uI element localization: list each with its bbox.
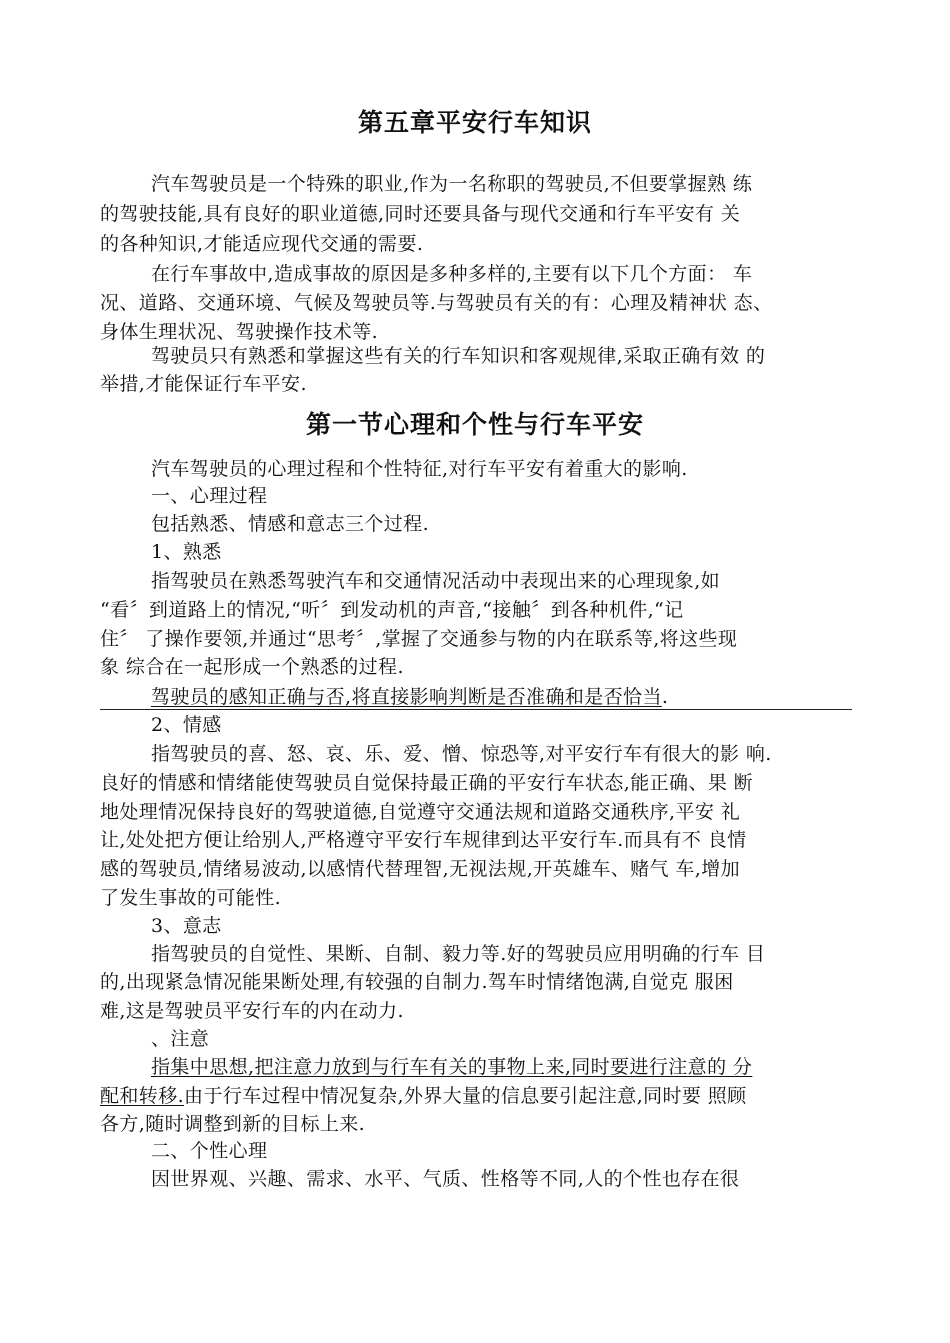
intro-line: 况、道路、交通环境、气候及驾驶员等.与驾驶员有关的有：心理及精神状 态、 — [100, 292, 773, 314]
body-line: 各方,随时调整到新的目标上来. — [100, 1113, 366, 1135]
body-line: 指驾驶员的喜、怒、哀、乐、爱、憎、惊恐等,对平安行车有很大的影 响. — [151, 743, 772, 765]
intro-line: 的各种知识,才能适应现代交通的需要. — [100, 233, 424, 255]
body-line: 了发生事故的可能性. — [100, 887, 282, 909]
body-line: 良好的情感和情绪能使驾驶员自觉保持最正确的平安行车状态,能正确、果 断 — [100, 772, 754, 794]
subheading: 一、心理过程 — [151, 485, 268, 507]
body-line: 指驾驶员的自觉性、果断、自制、毅力等.好的驾驶员应用明确的行车 目 — [151, 943, 766, 965]
body-line — [151, 1053, 852, 1081]
section-title: 第一节心理和个性与行车平安 — [305, 410, 644, 439]
body-line: 因世界观、兴趣、需求、水平、气质、性格等不同,人的个性也存在很 — [151, 1168, 740, 1190]
body-line: 指驾驶员在熟悉驾驶汽车和交通情况活动中表现出来的心理现象,如 — [151, 570, 721, 592]
body-line: 象 综合在一起形成一个熟悉的过程. — [100, 656, 404, 678]
horizontal-rule — [100, 709, 852, 710]
intro-line: 身体生理状况、驾驶操作技术等. — [100, 321, 379, 343]
intro-line: 的驾驶技能,具有良好的职业道德,同时还要具备与现代交通和行车平安有 关 — [100, 203, 741, 225]
body-line: 驾驶员的感知正确与否,将直接影响判断是否准确和是否恰当. — [151, 686, 669, 708]
body-line: “看〞到道路上的情况,“听〞到发动机的声音,“接触〞到各种机件,“记 — [100, 599, 684, 621]
body-line: 汽车驾驶员的心理过程和个性特征,对行车平安有着重大的影响. — [151, 458, 688, 480]
chapter-title: 第五章平安行车知识 — [357, 108, 592, 137]
underlined-text: 配和转移. — [100, 1085, 185, 1107]
body-line: 住〞 了操作要领,并通过“思考〞,掌握了交通参与物的内在联系等,将这些现 — [100, 628, 738, 650]
intro-line: 在行车事故中,造成事故的原因是多种多样的,主要有以下几个方面： 车 — [151, 263, 753, 285]
body-line: 配和转移.由于行车过程中情况复杂,外界大量的信息要引起注意,同时要 照顾 — [100, 1085, 747, 1107]
subheading: 3、意志 — [151, 915, 222, 937]
body-line: 地处理情况保持良好的驾驶道德,自觉遵守交通法规和道路交通秩序,平安 礼 — [100, 801, 741, 823]
subheading: 、注意 — [151, 1028, 210, 1050]
intro-line: 驾驶员只有熟悉和掌握这些有关的行车知识和客观规律,采取正确有效 的 — [151, 345, 766, 367]
subheading: 二、个性心理 — [151, 1140, 268, 1162]
body-line: 包括熟悉、情感和意志三个过程. — [151, 513, 430, 535]
intro-line: 汽车驾驶员是一个特殊的职业,作为一名称职的驾驶员,不但要掌握熟 练 — [151, 173, 753, 195]
underlined-text: 指集中思想,把注意力放到与行车有关的事物上来,同时要进行注意的 分 — [151, 1056, 753, 1078]
subheading: 2、情感 — [151, 714, 222, 736]
intro-line: 举措,才能保证行车平安. — [100, 373, 307, 395]
body-line: 感的驾驶员,情绪易波动,以感情代替理智,无视法规,开英雄车、赌气 车,增加 — [100, 858, 741, 880]
subheading: 1、熟悉 — [151, 541, 222, 563]
body-line: 难,这是驾驶员平安行车的内在动力. — [100, 1000, 404, 1022]
body-line: 让,处处把方便让给别人,严格遵守平安行车规律到达平安行车.而具有不 良情 — [100, 829, 747, 851]
body-line: 的,出现紧急情况能果断处理,有较强的自制力.驾车时情绪饱满,自觉克 服困 — [100, 971, 734, 993]
underlined-text: 驾驶员的感知正确与否,将直接影响判断是否准确和是否恰当 — [151, 686, 662, 708]
